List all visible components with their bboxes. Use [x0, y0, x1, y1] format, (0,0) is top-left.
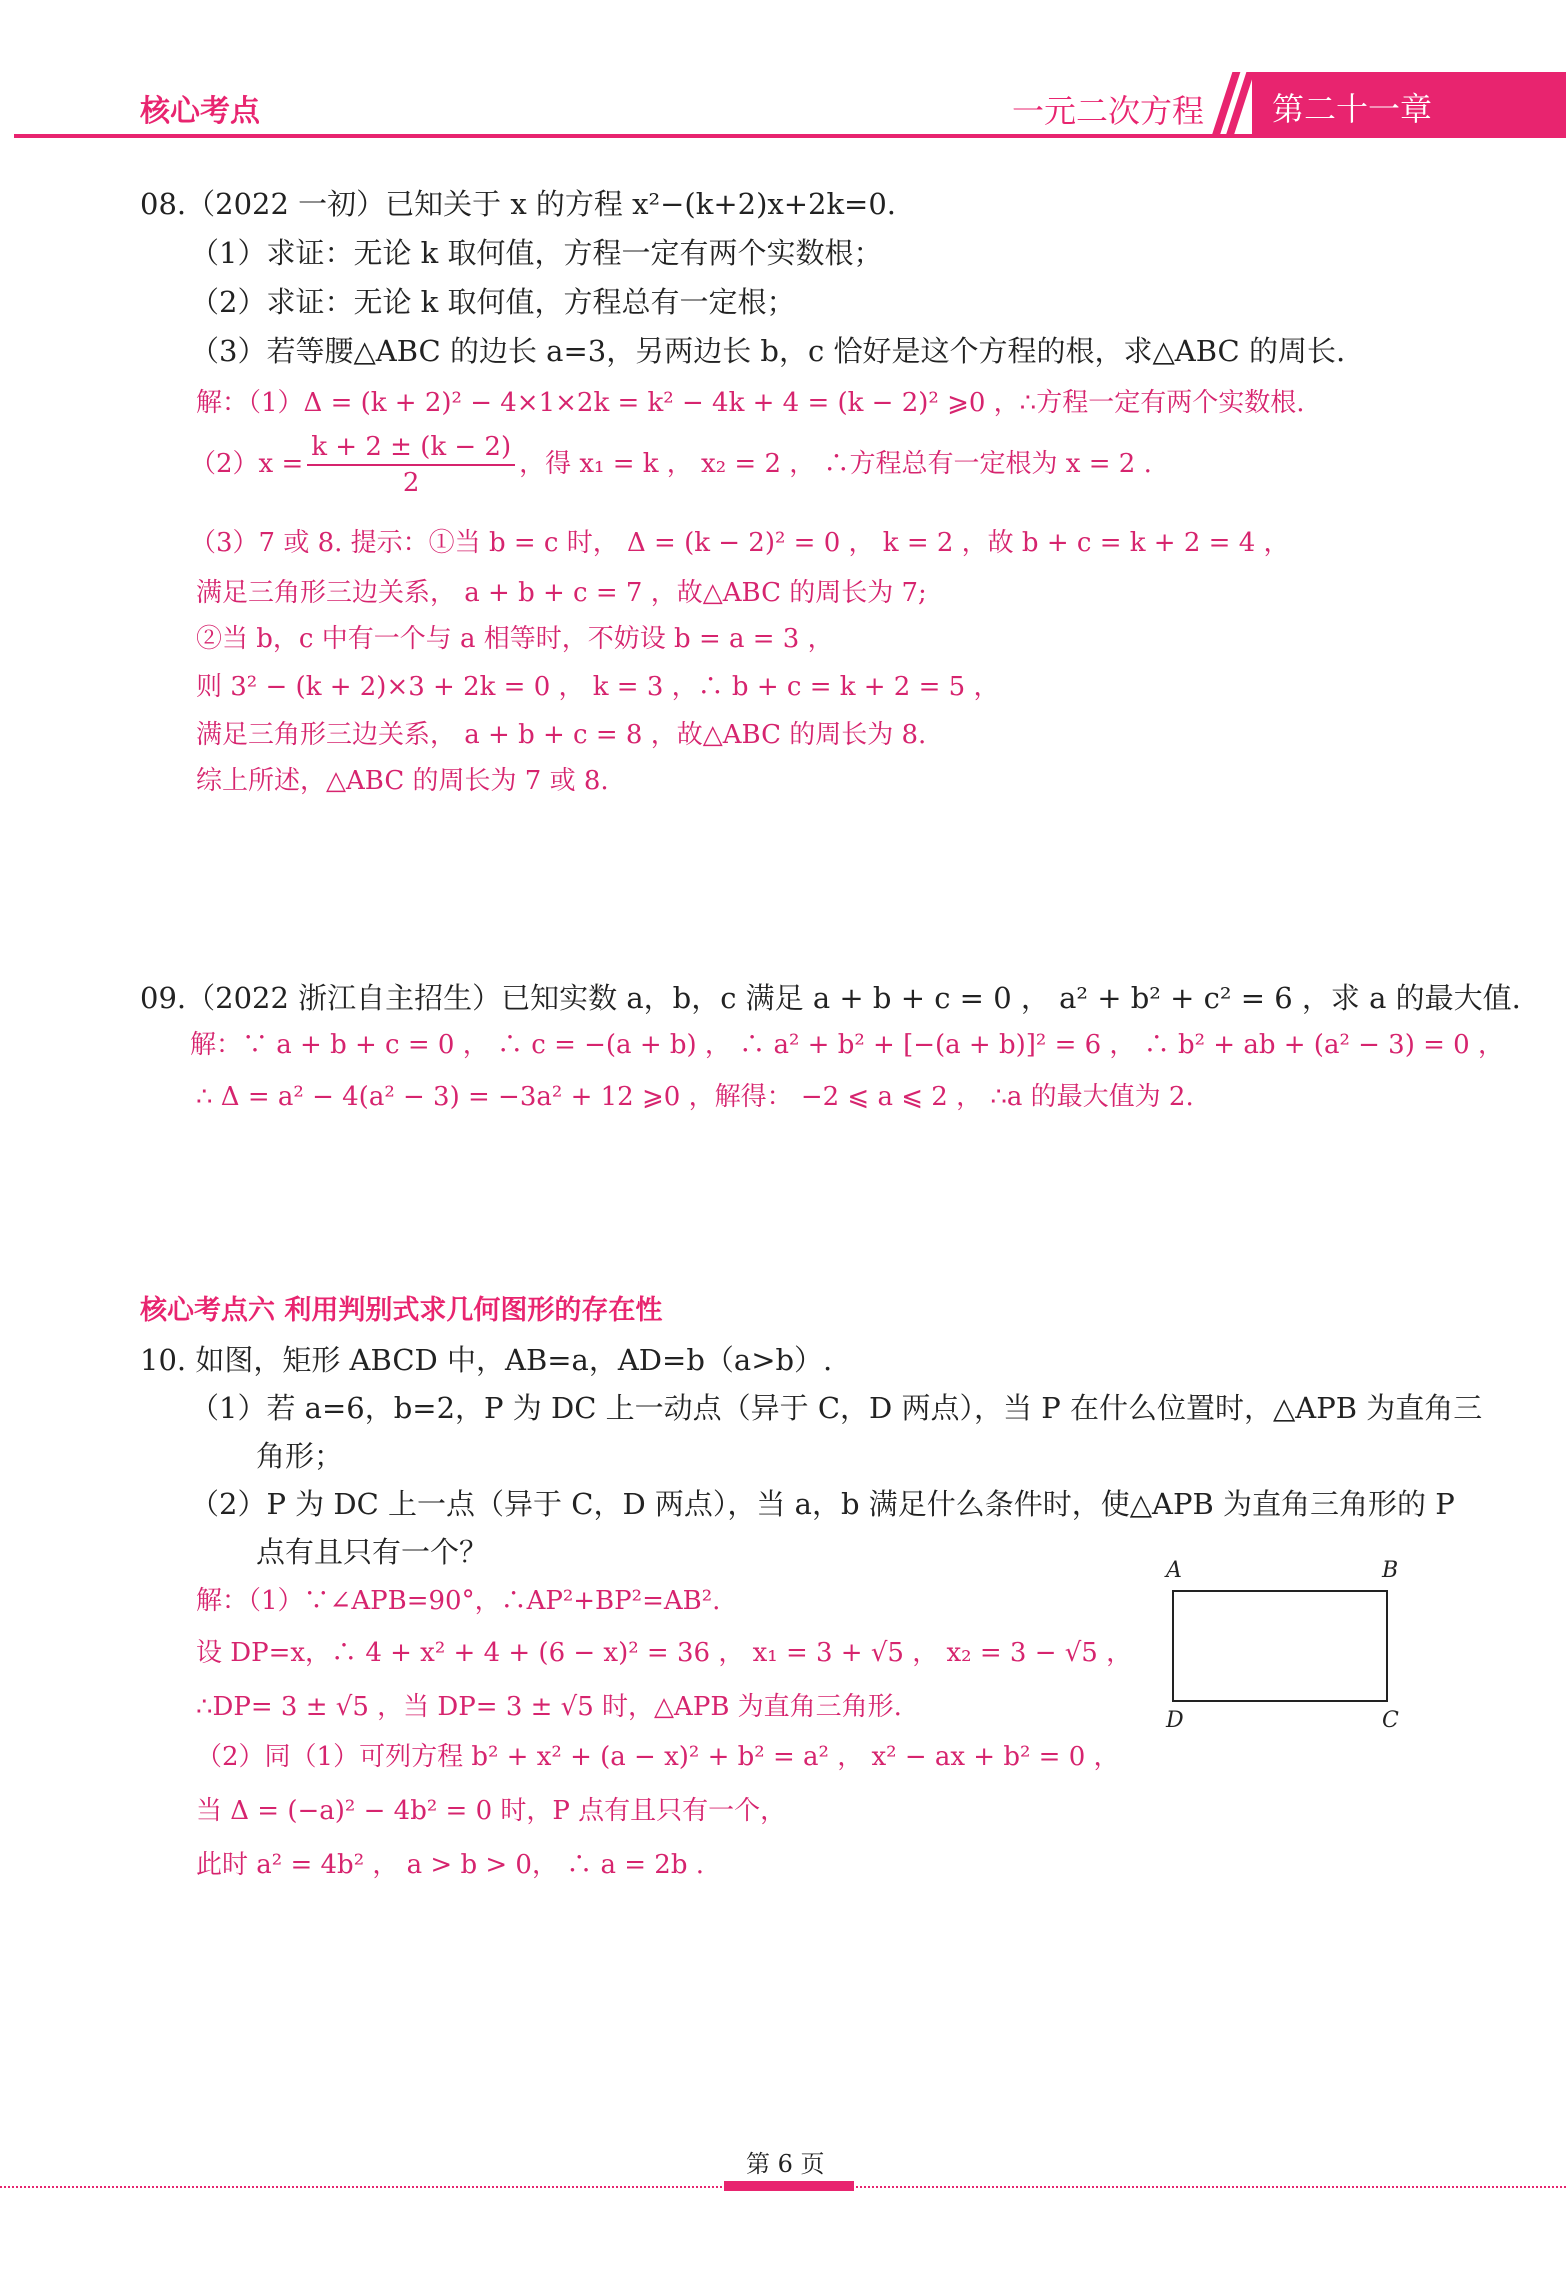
header-left-title: 核心考点 [140, 94, 260, 129]
figure-label-b: B [1382, 1558, 1399, 1583]
header-chapter-title: 第二十一章 [1272, 90, 1433, 128]
q08-s2-suffix: ，得 x₁ = k ， x₂ = 2 ， ∴方程总有一定根为 x = 2 . [519, 449, 1152, 479]
header-middle-title: 一元二次方程 [1012, 92, 1205, 130]
figure-label-d: D [1166, 1708, 1184, 1733]
q09-solution-line1: 解：∵ a + b + c = 0 ， ∴ c = −(a + b) ， ∴ a² + b² + [−(a + b)]² = 6 ， ∴ b² + ab + (a² − 3) = 0 ， [190, 1030, 1504, 1060]
q08-s2-denominator: 2 [402, 468, 420, 498]
q08-solution-line2 [190, 432, 1152, 498]
q10-part2-line1: （2）P 为 DC 上一点（异于 C，D 两点），当 a，b 满足什么条件时，使△APB 为直角三角形的 P [190, 1487, 1455, 1521]
q08-part3: （3）若等腰△ABC 的边长 a=3，另两边长 b，c 恰好是这个方程的根，求△ABC 的周长. [190, 334, 1346, 368]
q09-solution-line2: ∴ Δ = a² − 4(a² − 3) = −3a² + 12 ⩾0 ，解得： −2 ⩽ a ⩽ 2 ， ∴a 的最大值为 2. [196, 1082, 1194, 1112]
figure-label-c: C [1382, 1708, 1399, 1733]
q08-solution-line7: 满足三角形三边关系， a + b + c = 8 ，故△ABC 的周长为 8. [196, 720, 927, 750]
header-rule [14, 134, 1566, 138]
q10-part2-line2: 点有且只有一个？ [256, 1535, 489, 1569]
q08-solution-line3: （3）7 或 8. 提示：①当 b = c 时， Δ = (k − 2)² = 0 ， k = 2 ，故 b + c = k + 2 = 4 ， [190, 528, 1290, 558]
q08-solution-line6: 则 3² − (k + 2)×3 + 2k = 0 ， k = 3 ，∴ b + c = k + 2 = 5 ， [196, 672, 1000, 702]
q08-solution-line4: 满足三角形三边关系， a + b + c = 7 ，故△ABC 的周长为 7; [196, 578, 927, 608]
q10-solution-line3: ∴DP= 3 ± √5 ，当 DP= 3 ± √5 时，△APB 为直角三角形. [196, 1692, 902, 1722]
q10-stem: 10. 如图，矩形 ABCD 中，AB=a，AD=b（a>b）. [140, 1343, 833, 1377]
rectangle-abcd-figure [1172, 1590, 1388, 1702]
q10-solution-line2: 设 DP=x，∴ 4 + x² + 4 + (6 − x)² = 36 ， x₁ = 3 + √5 ， x₂ = 3 − √5 ， [196, 1638, 1133, 1668]
q08-solution-line1: 解：（1）Δ = (k + 2)² − 4×1×2k = k² − 4k + 4 = (k − 2)² ⩾0 ，∴方程一定有两个实数根. [196, 388, 1305, 418]
q08-solution-line8: 综上所述，△ABC 的周长为 7 或 8. [196, 766, 609, 796]
q08-s2-numerator: k + 2 ± (k − 2) [307, 432, 515, 466]
q10-part1-line2: 角形； [256, 1439, 344, 1473]
q08-solution-line5: ②当 b，c 中有一个与 a 相等时，不妨设 b = a = 3 ， [196, 624, 834, 654]
q08-part1: （1）求证：无论 k 取何值，方程一定有两个实数根； [190, 236, 883, 270]
q08-s2-fraction [307, 432, 515, 498]
figure-label-a: A [1166, 1558, 1182, 1583]
q10-solution-line6: 此时 a² = 4b² ， a > b > 0， ∴ a = 2b . [196, 1850, 705, 1880]
q10-solution-line4: （2）同（1）可列方程 b² + x² + (a − x)² + b² = a² ， x² − ax + b² = 0 ， [196, 1742, 1120, 1772]
footer-accent-bar [724, 2181, 854, 2191]
q08-s2-prefix: （2）x = [190, 449, 304, 479]
q10-solution-line1: 解：（1）∵∠APB=90°，∴AP²+BP²=AB². [196, 1586, 721, 1616]
q10-solution-line5: 当 Δ = (−a)² − 4b² = 0 时，P 点有且只有一个， [196, 1796, 787, 1826]
q08-part2: （2）求证：无论 k 取何值，方程总有一定根； [190, 285, 796, 319]
q08-stem: 08.（2022 一初）已知关于 x 的方程 x²−(k+2)x+2k=0. [140, 187, 897, 221]
page-number: 第 6 页 [746, 2150, 825, 2178]
section-title: 核心考点六 利用判别式求几何图形的存在性 [140, 1295, 663, 1326]
q10-part1-line1: （1）若 a=6，b=2，P 为 DC 上一动点（异于 C，D 两点），当 P 在什么位置时，△APB 为直角三 [190, 1391, 1483, 1425]
q09-stem: 09.（2022 浙江自主招生）已知实数 a，b，c 满足 a + b + c = 0 ， a² + b² + c² = 6 ，求 a 的最大值. [140, 981, 1521, 1015]
